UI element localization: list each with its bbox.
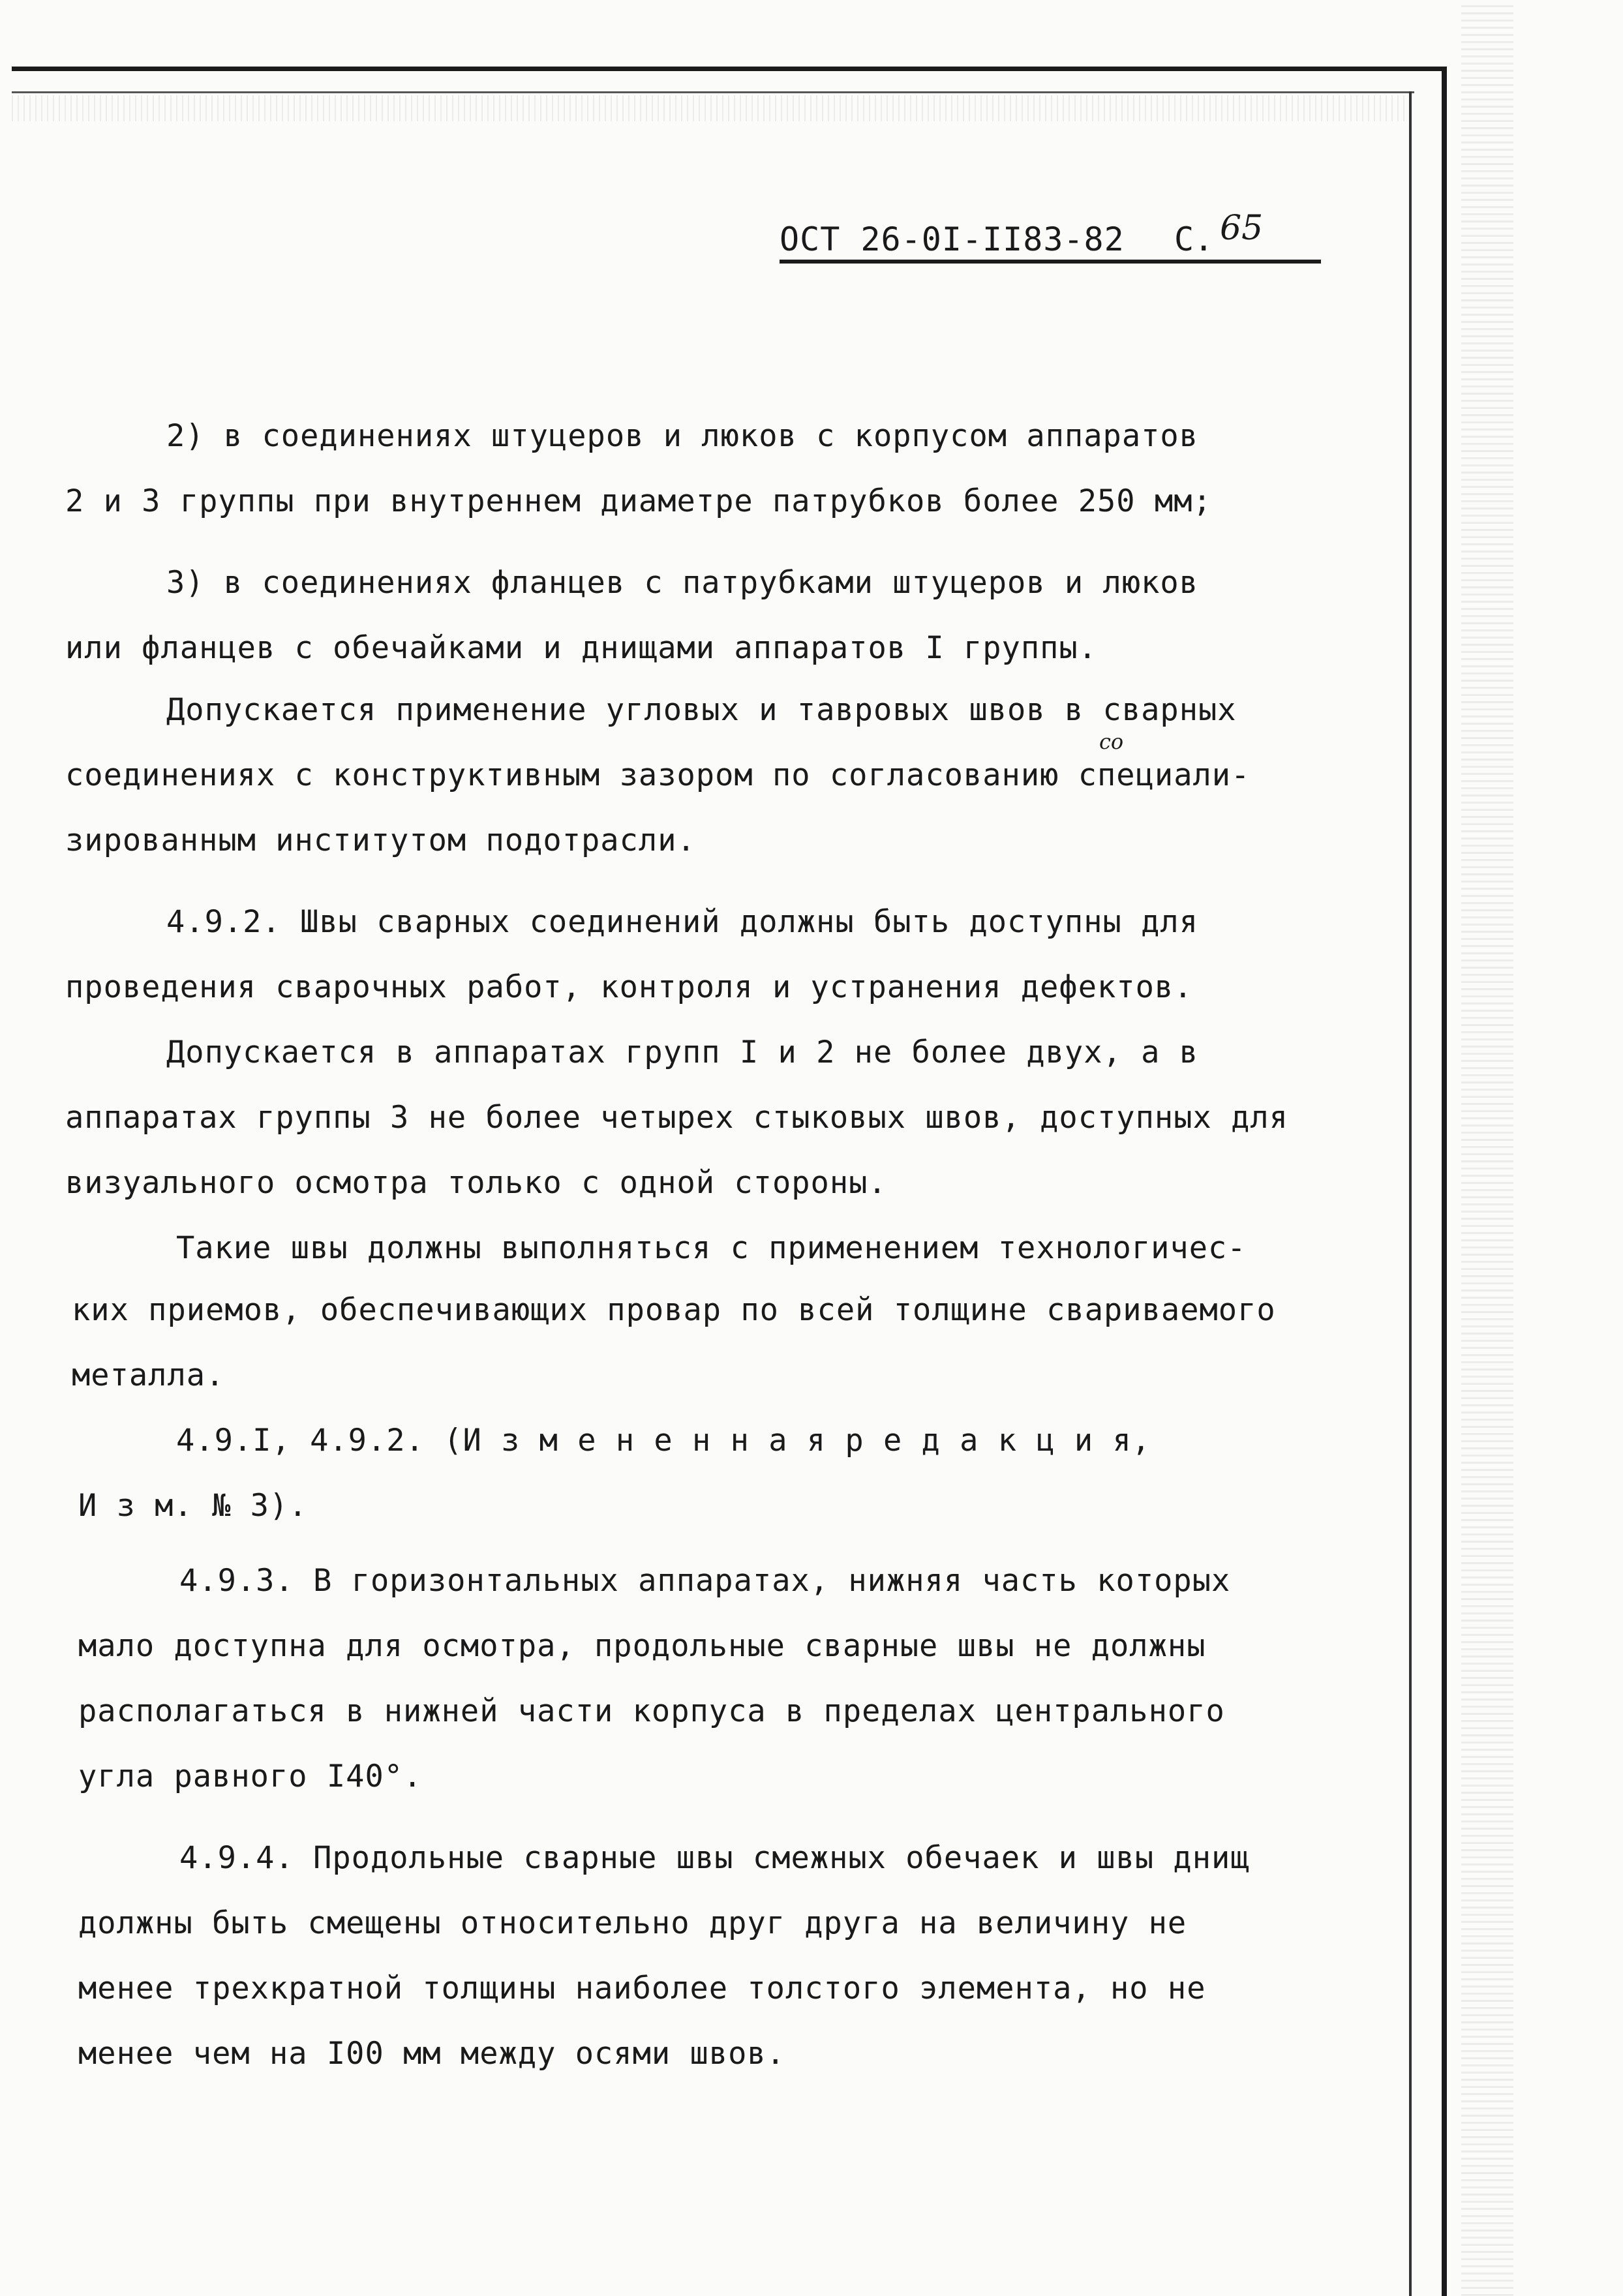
text-line: Такие швы должны выполняться с применением технологичес-	[176, 1230, 1247, 1266]
text-line: визуального осмотра только с одной стороны.	[65, 1165, 887, 1201]
text-line: должны быть смещены относительно друг друга на величину не	[78, 1905, 1187, 1941]
frame-inner-top-border	[12, 91, 1414, 93]
page-number: 65	[1220, 209, 1264, 248]
text-line: менее трехкратной толщины наиболее толстого элемента, но не	[78, 1971, 1206, 2006]
frame-top-border	[12, 67, 1447, 71]
page-label: С.	[1174, 220, 1214, 258]
handwritten-correction: со	[1099, 729, 1124, 754]
scan-edge-noise	[1461, 0, 1513, 2296]
text-line: 3) в соединениях фланцев с патрубками штуцеров и люков	[166, 565, 1199, 601]
text-line: 2) в соединениях штуцеров и люков с корпусом аппаратов	[166, 418, 1199, 454]
text-line: угла равного I40°.	[78, 1759, 423, 1794]
frame-inner-right-border	[1409, 91, 1412, 2296]
text-line: 4.9.4. Продольные сварные швы смежных обечаек и швы днищ	[179, 1840, 1250, 1876]
text-line: или фланцев с обечайками и днищами аппаратов I группы.	[65, 630, 1098, 666]
text-line: И з м. № 3).	[78, 1488, 308, 1524]
text-line: ких приемов, обеспечивающих провар по всей толщине свариваемого	[72, 1292, 1276, 1328]
page-header	[780, 209, 1321, 261]
text-line: 2 и 3 группы при внутреннем диаметре патрубков более 250 мм;	[65, 483, 1212, 519]
text-line: менее чем на I00 мм между осями швов.	[78, 2036, 785, 2072]
text-line: зированным институтом подотрасли.	[65, 823, 696, 858]
text-line: 4.9.3. В горизонтальных аппаратах, нижняя часть которых	[179, 1563, 1231, 1599]
frame-right-border	[1442, 67, 1447, 2296]
text-line: металла.	[72, 1357, 225, 1393]
text-line: Допускается в аппаратах групп I и 2 не более двух, а в	[166, 1035, 1199, 1070]
text-line: Допускается применение угловых и тавровых швов в сварных	[166, 692, 1237, 728]
header-underline	[780, 260, 1321, 264]
text-line: соединениях с конструктивным зазором по согласованию специали-	[65, 757, 1251, 793]
document-code: ОСТ 26-0I-II83-82	[780, 220, 1125, 258]
scan-noise	[12, 95, 1414, 121]
text-line: аппаратах группы 3 не более четырех стыковых швов, доступных для	[65, 1100, 1288, 1136]
text-line: располагаться в нижней части корпуса в пределах центрального	[78, 1693, 1225, 1729]
text-line: 4.9.I, 4.9.2. (И з м е н е н н а я р е д а к ц и я,	[176, 1423, 1151, 1458]
text-line: проведения сварочных работ, контроля и устранения дефектов.	[65, 969, 1193, 1005]
text-line: 4.9.2. Швы сварных соединений должны быть доступны для	[166, 904, 1199, 940]
text-line: мало доступна для осмотра, продольные сварные швы не должны	[78, 1628, 1206, 1664]
